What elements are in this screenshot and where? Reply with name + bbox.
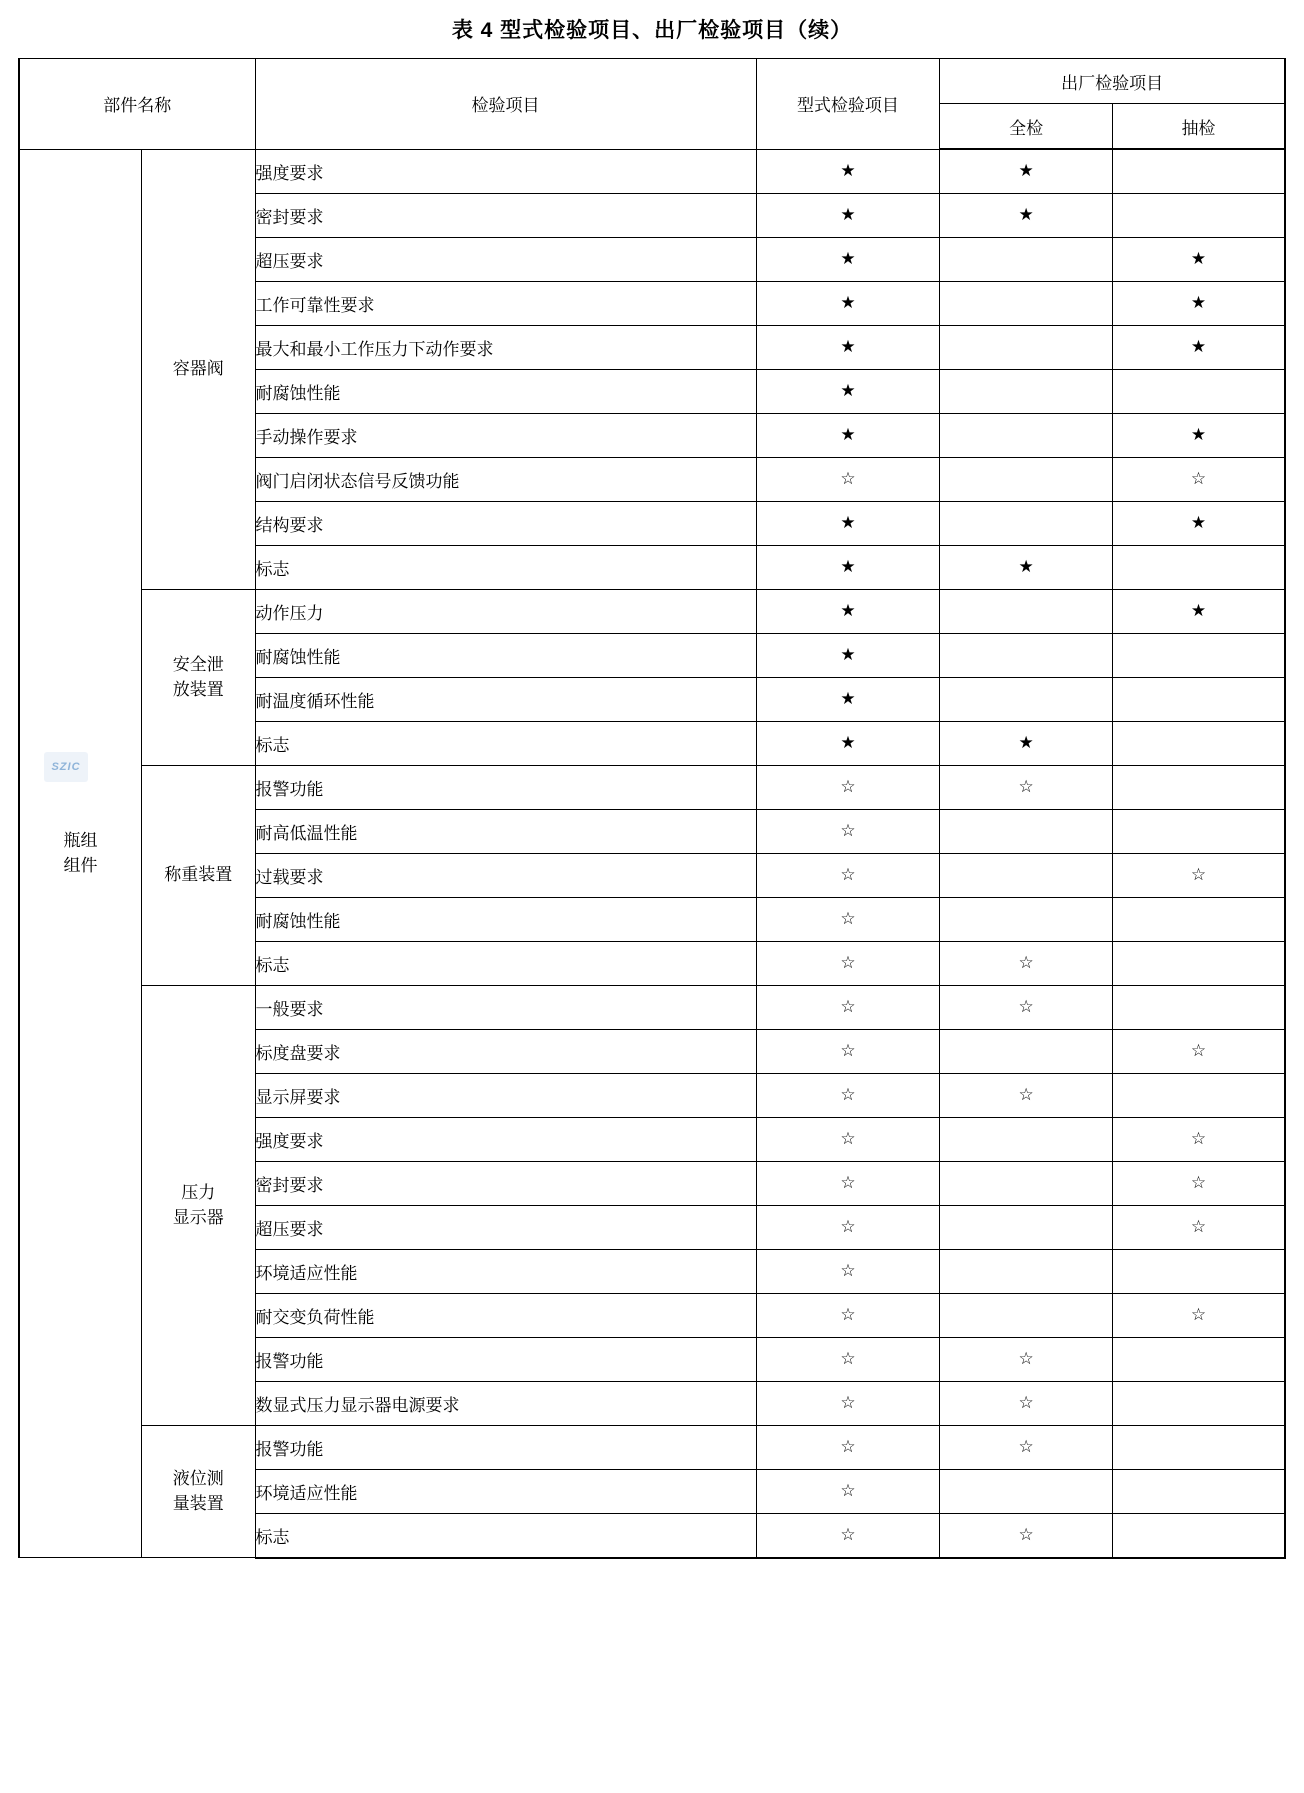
cell-type-test: ☆ — [756, 1293, 940, 1337]
cell-sample-test — [1112, 765, 1285, 809]
cell-item: 超压要求 — [255, 1205, 756, 1249]
cell-sample-test — [1112, 149, 1285, 193]
cell-full-test: ☆ — [940, 1425, 1113, 1469]
cell-full-test: ☆ — [940, 941, 1113, 985]
cell-type-test: ☆ — [756, 941, 940, 985]
cell-item: 强度要求 — [255, 149, 756, 193]
cell-item: 密封要求 — [255, 193, 756, 237]
cell-item: 最大和最小工作压力下动作要求 — [255, 325, 756, 369]
cell-sample-test — [1112, 1425, 1285, 1469]
cell-item: 报警功能 — [255, 1425, 756, 1469]
cell-full-test: ★ — [940, 721, 1113, 765]
cell-type-test: ☆ — [756, 1161, 940, 1205]
cell-type-test: ★ — [756, 677, 940, 721]
cell-item: 阀门启闭状态信号反馈功能 — [255, 457, 756, 501]
cell-item: 报警功能 — [255, 765, 756, 809]
cell-item: 环境适应性能 — [255, 1249, 756, 1293]
cell-full-test — [940, 1293, 1113, 1337]
cell-item: 超压要求 — [255, 237, 756, 281]
cell-sample-test — [1112, 193, 1285, 237]
cell-full-test — [940, 1249, 1113, 1293]
cell-type-test: ☆ — [756, 765, 940, 809]
cell-sample-test — [1112, 1249, 1285, 1293]
cell-group-name-4 — [141, 1425, 255, 1558]
cell-full-test: ★ — [940, 545, 1113, 589]
cell-type-test: ★ — [756, 501, 940, 545]
cell-type-test: ★ — [756, 193, 940, 237]
cell-type-test: ☆ — [756, 1513, 940, 1558]
cell-sample-test — [1112, 1337, 1285, 1381]
table-row — [19, 149, 1285, 193]
table-row — [19, 985, 1285, 1029]
header-type-test: 型式检验项目 — [756, 59, 940, 150]
cell-item: 耐腐蚀性能 — [255, 369, 756, 413]
cell-full-test: ☆ — [940, 1513, 1113, 1558]
cell-sample-test: ☆ — [1112, 457, 1285, 501]
cell-item: 数显式压力显示器电源要求 — [255, 1381, 756, 1425]
cell-type-test: ☆ — [756, 897, 940, 941]
cell-group-name-3 — [141, 985, 255, 1425]
cell-item: 耐高低温性能 — [255, 809, 756, 853]
group-name-label: 液位测 量装置 — [172, 1468, 224, 1514]
cell-full-test — [940, 1205, 1113, 1249]
cell-full-test — [940, 897, 1113, 941]
cell-part-name — [19, 149, 141, 1558]
cell-type-test: ☆ — [756, 1249, 940, 1293]
cell-item: 结构要求 — [255, 501, 756, 545]
cell-item: 工作可靠性要求 — [255, 281, 756, 325]
cell-type-test: ☆ — [756, 1381, 940, 1425]
cell-sample-test — [1112, 1381, 1285, 1425]
header-full-test: 全检 — [940, 104, 1113, 150]
cell-full-test: ☆ — [940, 1337, 1113, 1381]
cell-type-test: ☆ — [756, 1337, 940, 1381]
cell-full-test — [940, 501, 1113, 545]
cell-sample-test — [1112, 897, 1285, 941]
cell-full-test — [940, 1469, 1113, 1513]
cell-group-name-0: 容器阀 — [141, 149, 255, 589]
cell-item: 环境适应性能 — [255, 1469, 756, 1513]
header-part-name: 部件名称 — [19, 59, 255, 150]
cell-type-test: ★ — [756, 237, 940, 281]
page-title: 表 4 型式检验项目、出厂检验项目（续） — [451, 19, 853, 42]
cell-type-test: ☆ — [756, 1029, 940, 1073]
cell-sample-test: ★ — [1112, 413, 1285, 457]
cell-item: 密封要求 — [255, 1161, 756, 1205]
group-name-label: 安全泄 放装置 — [172, 654, 224, 699]
cell-item: 显示屏要求 — [255, 1073, 756, 1117]
cell-type-test: ★ — [756, 721, 940, 765]
part-name-label: 瓶组 组件 — [63, 830, 98, 876]
cell-full-test: ☆ — [940, 1381, 1113, 1425]
cell-item: 耐交变负荷性能 — [255, 1293, 756, 1337]
cell-full-test — [940, 677, 1113, 721]
cell-type-test: ☆ — [756, 809, 940, 853]
cell-item: 标度盘要求 — [255, 1029, 756, 1073]
cell-full-test: ★ — [940, 149, 1113, 193]
cell-full-test — [940, 369, 1113, 413]
table-header — [19, 59, 1285, 150]
cell-type-test: ★ — [756, 149, 940, 193]
cell-item: 标志 — [255, 721, 756, 765]
cell-full-test — [940, 1161, 1113, 1205]
cell-full-test — [940, 1029, 1113, 1073]
cell-item: 一般要求 — [255, 985, 756, 1029]
cell-item: 耐腐蚀性能 — [255, 633, 756, 677]
header-inspection-item: 检验项目 — [255, 59, 756, 150]
cell-sample-test: ★ — [1112, 501, 1285, 545]
cell-type-test: ★ — [756, 369, 940, 413]
inspection-items-table — [18, 58, 1286, 1559]
header-row-1 — [19, 59, 1285, 104]
cell-type-test: ☆ — [756, 1205, 940, 1249]
cell-sample-test: ☆ — [1112, 1205, 1285, 1249]
cell-sample-test: ☆ — [1112, 1293, 1285, 1337]
group-name-label: 压力 显示器 — [172, 1182, 224, 1227]
cell-type-test: ★ — [756, 633, 940, 677]
cell-type-test: ☆ — [756, 1469, 940, 1513]
cell-item: 标志 — [255, 545, 756, 589]
cell-item: 标志 — [255, 1513, 756, 1558]
cell-type-test: ★ — [756, 281, 940, 325]
cell-item: 手动操作要求 — [255, 413, 756, 457]
cell-item: 强度要求 — [255, 1117, 756, 1161]
watermark-logo: SZIC — [44, 752, 88, 782]
cell-type-test: ★ — [756, 589, 940, 633]
cell-full-test — [940, 809, 1113, 853]
cell-sample-test: ★ — [1112, 281, 1285, 325]
cell-sample-test: ★ — [1112, 237, 1285, 281]
cell-item: 耐温度循环性能 — [255, 677, 756, 721]
cell-sample-test — [1112, 985, 1285, 1029]
cell-group-name-1 — [141, 589, 255, 765]
cell-full-test — [940, 589, 1113, 633]
cell-full-test: ☆ — [940, 1073, 1113, 1117]
cell-full-test: ☆ — [940, 985, 1113, 1029]
cell-full-test — [940, 413, 1113, 457]
table-row — [19, 1425, 1285, 1469]
cell-sample-test: ☆ — [1112, 1161, 1285, 1205]
table-body — [19, 149, 1285, 1558]
cell-type-test: ☆ — [756, 1073, 940, 1117]
cell-group-name-2: 称重装置 — [141, 765, 255, 985]
cell-type-test: ★ — [756, 413, 940, 457]
cell-type-test: ☆ — [756, 853, 940, 897]
cell-sample-test — [1112, 633, 1285, 677]
table-row — [19, 589, 1285, 633]
cell-type-test: ☆ — [756, 1117, 940, 1161]
cell-sample-test — [1112, 1073, 1285, 1117]
header-factory-test: 出厂检验项目 — [940, 59, 1285, 104]
cell-full-test — [940, 325, 1113, 369]
cell-full-test — [940, 237, 1113, 281]
cell-sample-test: ☆ — [1112, 853, 1285, 897]
table-row — [19, 765, 1285, 809]
cell-item: 耐腐蚀性能 — [255, 897, 756, 941]
cell-sample-test — [1112, 809, 1285, 853]
cell-type-test: ☆ — [756, 457, 940, 501]
cell-type-test: ★ — [756, 545, 940, 589]
cell-type-test: ☆ — [756, 985, 940, 1029]
cell-full-test — [940, 1117, 1113, 1161]
cell-type-test: ★ — [756, 325, 940, 369]
cell-item: 动作压力 — [255, 589, 756, 633]
cell-sample-test: ☆ — [1112, 1117, 1285, 1161]
cell-sample-test — [1112, 1469, 1285, 1513]
cell-sample-test — [1112, 369, 1285, 413]
cell-sample-test — [1112, 677, 1285, 721]
cell-full-test — [940, 281, 1113, 325]
cell-type-test: ☆ — [756, 1425, 940, 1469]
cell-full-test: ☆ — [940, 765, 1113, 809]
cell-item: 过载要求 — [255, 853, 756, 897]
cell-sample-test — [1112, 1513, 1285, 1558]
cell-full-test — [940, 853, 1113, 897]
cell-full-test — [940, 633, 1113, 677]
cell-sample-test: ★ — [1112, 589, 1285, 633]
cell-item: 标志 — [255, 941, 756, 985]
cell-sample-test — [1112, 545, 1285, 589]
cell-full-test: ★ — [940, 193, 1113, 237]
cell-sample-test — [1112, 941, 1285, 985]
cell-sample-test: ☆ — [1112, 1029, 1285, 1073]
header-sample-test: 抽检 — [1112, 104, 1285, 150]
cell-sample-test — [1112, 721, 1285, 765]
cell-full-test — [940, 457, 1113, 501]
cell-item: 报警功能 — [255, 1337, 756, 1381]
cell-sample-test: ★ — [1112, 325, 1285, 369]
